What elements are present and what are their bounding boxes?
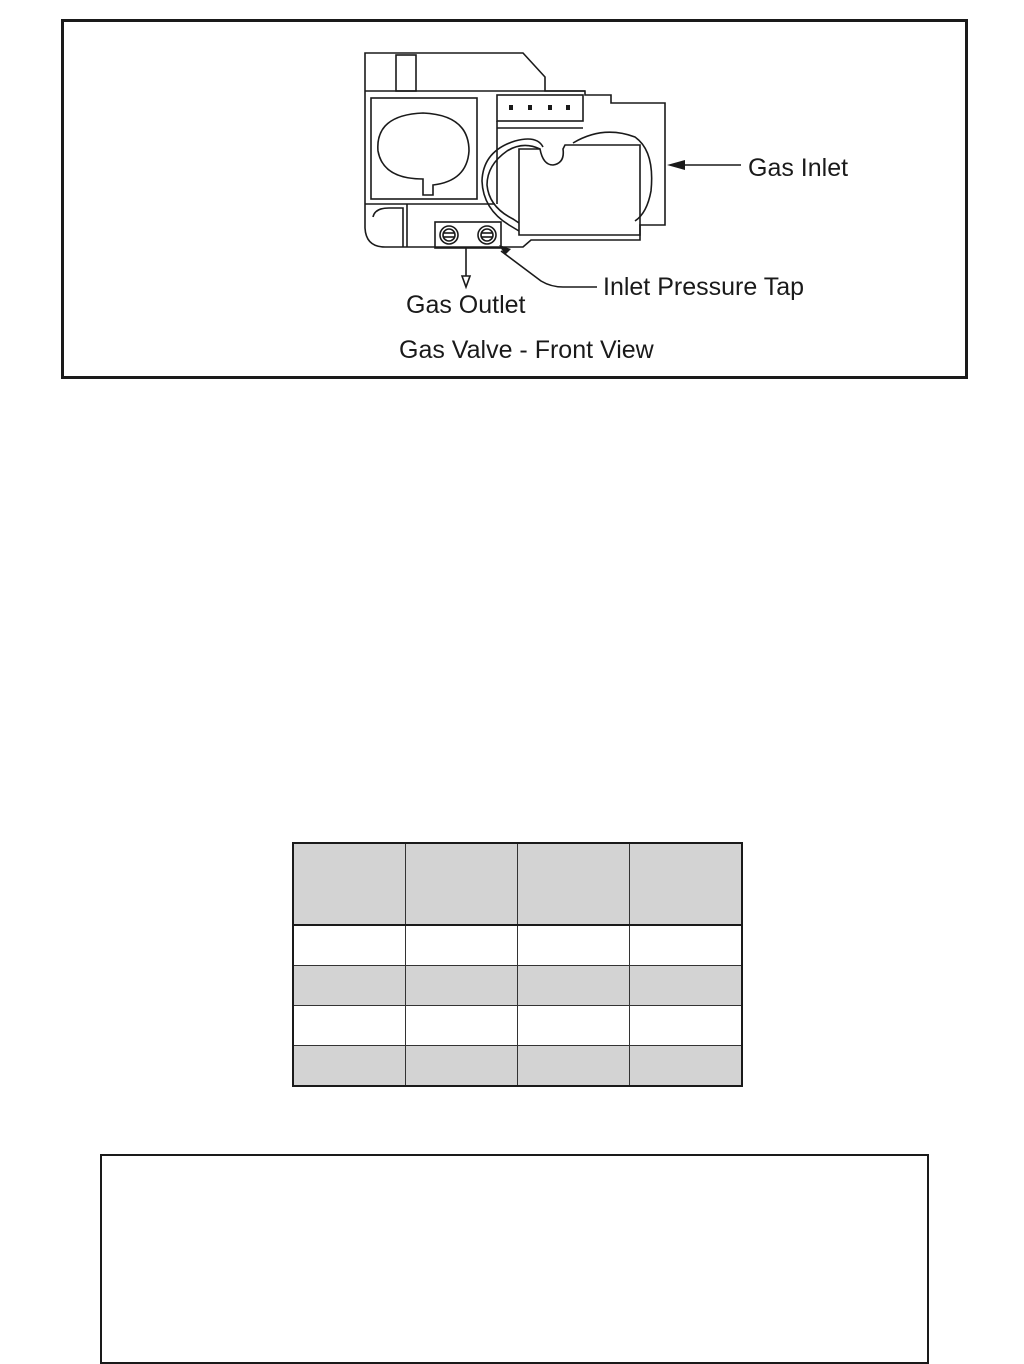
cover-arc [487,145,540,223]
table-cell [405,1046,517,1087]
table-cell [518,1046,630,1087]
table-row [293,1006,742,1046]
header-cell [405,843,517,925]
left-chamber-dial [378,113,469,195]
corner-block [373,204,407,247]
table-header-row [293,843,742,925]
table-cell [518,925,630,966]
note-box [100,1154,929,1364]
table-row [293,966,742,1006]
table-cell [630,1046,742,1087]
gas-outlet-label: Gas Outlet [406,291,526,319]
header-cell [518,843,630,925]
gas-inlet-label: Gas Inlet [748,154,849,182]
header-cell [293,843,405,925]
gas-valve-drawing [64,22,965,376]
table-cell [630,1006,742,1046]
spec-table [292,842,743,1087]
table-cell [293,925,405,966]
table-cell [630,966,742,1006]
diagram-caption: Gas Valve - Front View [399,336,654,364]
table-cell [405,966,517,1006]
header-cell [630,843,742,925]
pressure-tap-leader [501,251,597,287]
table-cell [293,966,405,1006]
table-cell [293,1006,405,1046]
table-cell [518,966,630,1006]
table-row [293,1046,742,1087]
valve-body-outline [365,53,665,247]
table-cell [630,925,742,966]
table-cell [405,925,517,966]
top-tab [396,55,416,91]
table-row [293,925,742,966]
diagram-frame [61,19,968,379]
screw-plate [435,222,501,248]
table-cell [518,1006,630,1046]
solenoid-cover [519,145,640,235]
table-cell [293,1046,405,1087]
inlet-pressure-tap-label: Inlet Pressure Tap [603,273,805,301]
table-cell [405,1006,517,1046]
